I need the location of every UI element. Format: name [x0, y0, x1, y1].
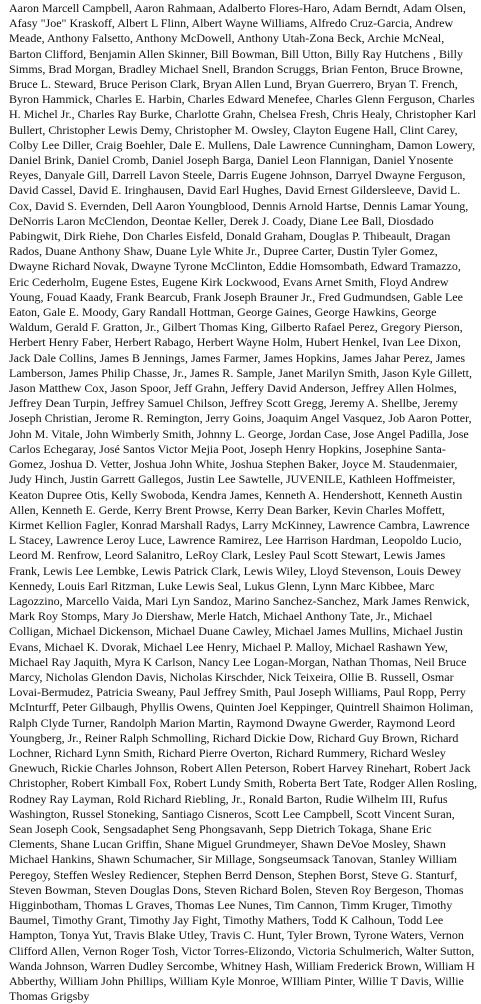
names-paragraph: Aaron Marcell Campbell, Aaron Rahmaan, Adalberto Flores-Haro, Adam Berndt, Adam Olsen, Afasy "Joe" Kraskoff, Albert L Flinn, Albert Wayne Williams, Alfredo Cruz-Garcia, Andrew Meade, Anthony Falsetto, Anthony McDowell, Anthony Utah-Zona Beck, Archie McNeal, Barton Clifford, Benjamin Allen Skinner, Bill Bowman, Bill Utton, Billy Ray Hutchens , Billy Simms, Brad Morgan, Bradley Michael Snell, Brandon Scruggs, Brian Fenton, Bruce Browne, Bruce L. Steward, Bruce Perison Clark, Bryan Allen Lund, Bryan Guerrero, Bryan T. French, Byron Hammick, Charles E. Harbin, Charles Edward Menefee, Charles Glenn Ferguson, Charles H. Michel Jr., Charles Ray Burke, Charlotte Grahn, Chelsea Fresh, Chris Healy, Christopher Karl Bullert, Christopher Lewis Demy, Christopher M. Owsley, Clayton Eugene Hall, Clint Carey, Colby Lee Diller, Craig Boehler, Dale E. Mullens, Dale Lawrence Cunningham, Damon Lowery, Daniel Brink, Daniel Cromb, Daniel Joseph Barga, Daniel Leon Flannigan, Daniel Ynosente Reyes, Danyale Gill, Darrell Lavon Steele, Darris Eugene Johnson, Darryel Dwayne Ferguson, David Cassel, David E. Iringhausen, David Earl Hughes, David Ernest Gildersleeve, David L. Cox, David S. Evernden, Dell Aaron Youngblood, Dennis Arnold Hartse, Dennis Lamar Young, DeNorris Laron McClendon, Deontae Keller, Derek J. Coady, Diane Lee Ball, Diosdado Pabingwit, Dirk Riehe, Don Charles Eisfeld, Donald Graham, Douglas P. Thibeault, Dragan Rados, Duane Anthony Shaw, Duane Lyle White Jr., Dupree Carter, Dustin Tyler Gomez, Dwayne Richard Novak, Dwayne Tyrone McClinton, Eddie Homsombath, Edward Tramazzo, Eric Cederholm, Eugene Estes, Eugene Kirk Lockwood, Evans Arnet Smith, Floyd Andrew Young, Fouad Kaady, Frank Bearcub, Frank Joseph Brauner Jr., Fred Gudmundsen, Gable Lee Eaton, Gale E. Moody, Gary Randall Hottman, George Gaines, George Hawkins, George Waldum, Gerald F. Gratton, Jr., Gilbert Thomas King, Gilberto Rafael Perez, Gregory Pierson, Herbert Henry Faber, Herbert Rabago, Herbert Wayne Holm, Hubert Henkel, Ivan Lee Dixon, Jack Dale Collins, James B Jennings, James Farmer, James Hopkins, James Jahar Perez, James Lamberson, James Philip Chasse, Jr., James R. Sample, Janet Marilyn Smith, Jason Kyle Gillett, Jason Matthew Cox, Jason Spoor, Jeff Grahn, Jeffery David Anderson, Jeffrey Allen Holmes, Jeffrey Dean Turpin, Jeffrey Samuel Chilson, Jeffrey Scott Gregg, Jeremy A. Shellbe, Jeremy Joseph Christian, Jerome R. Remington, Jerry Goins, Joaquim Angel Vasquez, Job Aaron Potter, John M. Vitale, John Wimberly Smith, Johnny L. George, Jordan Case, Jose Angel Padilla, Jose Carlos Echegaray, José Santos Victor Mejia Poot, Joseph Henry Hopkins, Josephine Santa-Gomez, Joshua D. Vetter, Joshua John White, Joshua Stephen Baker, Joyce M. Staudenmaier, Judy Hinch, Justin Garrett Gallegos, Justin Lee Sawtelle, JUVENILE, Kathleen Hoffmeister, Keaton Dupree Otis, Kelly Swoboda, Kendra James, Kenneth A. Hendershott, Kenneth Austin Allen, Kenneth E. Gerde, Kerry Brent Prowse, Kerry Dean Barker, Kevin Charles Moffett, Kirmet Kellion Fagler, Konrad Marshall Radys, Larry McKinney, Lawrence Cambra, Lawrence L Stacey, Lawrence Leroy Luce, Lawrence Ramirez, Lee Harrison Hardman, Leopoldo Lucio, Leord M. Renfrow, Leord Salanitro, LeRoy Clark, Lesley Paul Scott Stewart, Lewis James Frank, Lewis Lee Lembke, Lewis Patrick Clark, Lewis Wiley, Lloyd Stevenson, Louis Dewey Kennedy, Louis Earl Ritzman, Luke Lewis Seal, Lukus Glenn, Lynn Marc Kibbee, Marc Lagozzino, Marcello Vaida, Mari Lyn Sandoz, Marino Sanchez-Sanchez, Mark James Renwick, Mark Roy Stomps, Mary Jo Diershaw, Merle Hatch, Michael Anthony Tate, Jr., Michael Colligan, Michael Dickenson, Michael Duane Cawley, Michael James Mullins, Michael Justin Evans, Michael K. Dvorak, Michael Lee Henry, Michael P. Malloy, Michael Rashawn Yew, Michael Ray Jaquith, Myra K Carlson, Nancy Lee Logan-Morgan, Nathan Thomas, Neil Bruce Marcy, Nicholas Glendon Davis, Nicholas Kirschder, Nick Teixeira, Ollie B. Russell, Osmar Lovai-Bermudez, Patricia Sweany, Paul Jeffrey Smith, Paul Joseph Williams, Paul Ropp, Perry McInturff, Peter Gilbaugh, Phyllis Owens, Quinten Joel Keppinger, Quintrell Shaimon Holiman, Ralph Clyde Turner, Randolph Marion Martin, Raymond Dwayne Gwerder, Raymond Leord Youngberg, Jr., Reiner Ralph Schmolling, Richard Dickie Dow, Richard Guy Brown, Richard Lochner, Richard Lynn Smith, Richard Pierre Overton, Richard Rummery, Richard Wesley Gnewuch, Rickie Charles Johnson, Robert Allen Peterson, Robert Harvey Rinehart, Robert Jack Christopher, Robert Kimball Fox, Robert Lundy Smith, Roberta Bert Tate, Rodger Allen Rosling, Rodney Ray Layman, Rold Richard Riebling, Jr., Ronald Barton, Rudie Wilhelm III, Rufus Washington, Russel Stoneking, Santiago Cisneros, Scott Lee Campbell, Scott Vincent Suran, Sean Joseph Cook, Sengsadaphet Seng Phongsavanh, Sepp Dietrich Tokaga, Shane Eric Clements, Shane Lucan Griffin, Shane Miguel Grundmeyer, Shawn DeVoe Mosley, Shawn Michael Hankins, Shawn Schumacher, Sir Millage, Songseumsack Tanovan, Stanley William Peregoy, Steffen Wesley Rediencer, Stephen Berrd Denson, Stephen Borst, Steve G. Stanturf, Steven Bowman, Steven Douglas Dons, Steven Richard Bolen, Steven Roy Bergeson, Thomas Higginbotham, Thomas L Graves, Thomas Lee Nunes, Tim Cannon, Timm Kruger, Timothy Baumel, Timothy Grant, Timothy Jay Fight, Timothy Mathers, Todd K Calhoun, Todd Lee Hampton, Tonya Yut, Travis Blake Utley, Travis C. Hunt, Tyler Brown, Tyrone Waters, Vernon Clifford Allen, Vernon Roger Tosh, Victor Torres-Elizondo, Victoria Schulmerich, Walter Sutton, Wanda Johnson, Warren Dudley Sercombe, Whitney Hash, William Frederick Brown, William H Abberthy, William John Phillips, William Kyle Monroe, WIlliam Pinter, Willie T Davis, Willie Thomas Grigsby: [9, 1, 478, 1004]
